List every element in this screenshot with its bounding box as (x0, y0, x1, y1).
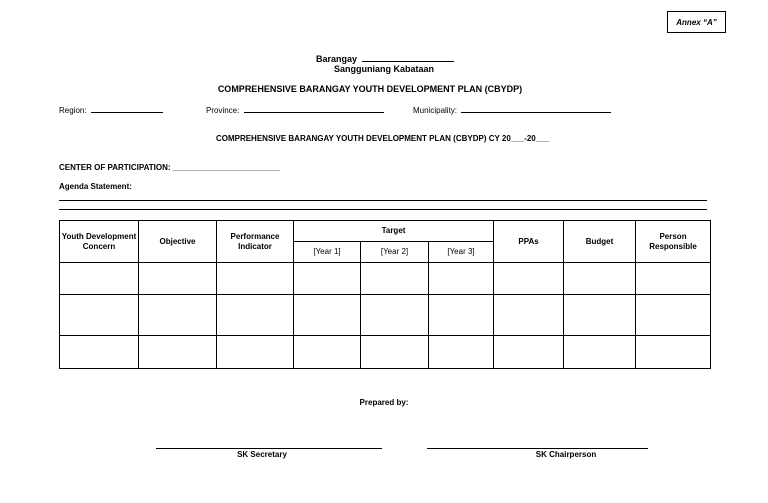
table-cell[interactable] (294, 263, 361, 295)
agenda-line-1[interactable] (59, 200, 707, 201)
barangay-line (316, 54, 454, 64)
region-label: Region: (59, 106, 87, 115)
table-cell[interactable] (494, 295, 564, 336)
document-title: COMPREHENSIVE BARANGAY YOUTH DEVELOPMENT PLAN (CBYDP) (217, 84, 523, 94)
table-cell[interactable] (60, 295, 139, 336)
table-cell[interactable] (60, 336, 139, 369)
agenda-label: Agenda Statement: (59, 182, 132, 191)
header-objective: Objective (139, 221, 217, 263)
table-row (60, 336, 711, 369)
table-cell[interactable] (429, 295, 494, 336)
barangay-label: Barangay (316, 54, 358, 64)
table-row (60, 263, 711, 295)
plan-subtitle: COMPREHENSIVE BARANGAY YOUTH DEVELOPMENT PLAN (CBYDP) CY 20___-20___ (215, 134, 550, 143)
header-indicator: Performance Indicator (217, 221, 294, 263)
municipality-label: Municipality: (413, 106, 458, 115)
center-of-participation: CENTER OF PARTICIPATION: ________________________ (59, 163, 280, 172)
table-cell[interactable] (361, 336, 429, 369)
plan-table (59, 220, 711, 369)
chairperson-signature-line[interactable] (427, 448, 648, 449)
region-field (59, 106, 163, 115)
table-cell[interactable] (139, 263, 217, 295)
table-cell[interactable] (217, 263, 294, 295)
header-target: Target (294, 221, 494, 242)
table-cell[interactable] (564, 295, 636, 336)
table-cell[interactable] (636, 336, 711, 369)
header-ppas: PPAs (494, 221, 564, 263)
table-cell[interactable] (217, 336, 294, 369)
province-field (206, 106, 384, 115)
header-person: Person Responsible (636, 221, 711, 263)
org-name: Sangguniang Kabataan (333, 64, 434, 74)
table-cell[interactable] (361, 295, 429, 336)
table-cell[interactable] (60, 263, 139, 295)
table-cell[interactable] (294, 295, 361, 336)
table-cell[interactable] (429, 336, 494, 369)
table-cell[interactable] (636, 295, 711, 336)
table-cell[interactable] (139, 295, 217, 336)
header-budget: Budget (564, 221, 636, 263)
table-cell[interactable] (564, 336, 636, 369)
annex-label: Annex “A” (667, 11, 726, 33)
table-cell[interactable] (294, 336, 361, 369)
barangay-blank[interactable] (362, 61, 454, 62)
secretary-title: SK Secretary (237, 450, 287, 459)
table-row (60, 295, 711, 336)
header-year-1: [Year 1] (294, 242, 361, 263)
header-year-2: [Year 2] (361, 242, 429, 263)
table-cell[interactable] (139, 336, 217, 369)
province-blank[interactable] (244, 112, 384, 113)
header-year-3: [Year 3] (429, 242, 494, 263)
table-cell[interactable] (494, 263, 564, 295)
table-cell[interactable] (217, 295, 294, 336)
agenda-line-2[interactable] (59, 209, 707, 210)
municipality-field (413, 106, 611, 115)
municipality-blank[interactable] (461, 112, 611, 113)
secretary-signature-line[interactable] (156, 448, 382, 449)
header-concern: Youth Development Concern (60, 221, 139, 263)
table-cell[interactable] (636, 263, 711, 295)
chairperson-title: SK Chairperson (535, 450, 597, 459)
table-cell[interactable] (564, 263, 636, 295)
table-cell[interactable] (429, 263, 494, 295)
table-cell[interactable] (494, 336, 564, 369)
table-cell[interactable] (361, 263, 429, 295)
region-blank[interactable] (91, 112, 163, 113)
province-label: Province: (206, 106, 240, 115)
prepared-by: Prepared by: (359, 398, 409, 407)
